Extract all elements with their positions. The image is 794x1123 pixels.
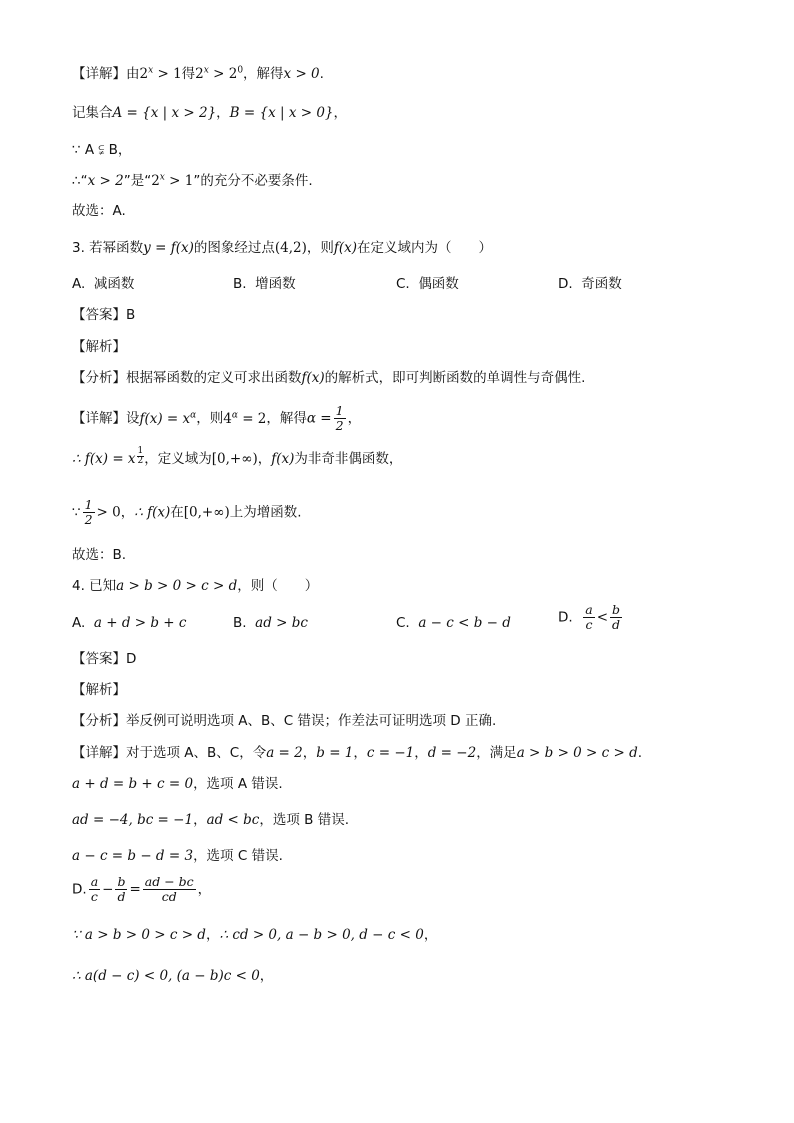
q3-answer: 【答案】B — [72, 307, 136, 323]
text: ， — [347, 410, 362, 427]
fenxi-tag: 【分析】 — [72, 713, 126, 729]
math-expr: (4,2) — [274, 240, 307, 256]
q4-answer: 【答案】D — [72, 651, 137, 667]
text: ， — [333, 105, 348, 121]
detail-tag: 【详解】 — [72, 745, 126, 761]
text: ， — [414, 745, 428, 761]
fraction: $\frac{b}{d}$ — [117, 874, 126, 904]
q4-option-a: A. a + d > b + c — [72, 615, 187, 631]
q4-option-c: C. a − c < b − d — [396, 615, 511, 631]
q3-option-b: B. 增函数 — [233, 276, 296, 292]
text: ”是“ — [123, 173, 152, 189]
q3-option-d: D. 奇函数 — [558, 276, 622, 292]
text: ， — [120, 504, 135, 521]
text: ， — [205, 927, 220, 943]
text: ， — [117, 142, 132, 158]
text: 根据幂函数的定义可求出函数 — [126, 370, 302, 386]
text: 对于选项 A、B、C，令 — [126, 745, 267, 761]
text: ，选项 B 错误. — [259, 812, 350, 828]
q3-analysis-tag: 【解析】 — [72, 339, 126, 355]
fraction: $\frac{a}{c}$ — [585, 602, 593, 632]
math-expr: ∴ f(x) = x — [72, 451, 136, 467]
q4-line-a — [72, 774, 283, 794]
math-expr: a − c = b − d = 3 — [72, 848, 194, 864]
text: ，解得 — [243, 66, 284, 82]
text: 在定义域内为（ ） — [357, 240, 493, 256]
math-expr: f(x) — [301, 370, 325, 386]
text: 记集合 — [72, 105, 113, 121]
text: 举反例可说明选项 A、B、C 错误；作差法可证明选项 D 正确. — [126, 713, 497, 729]
math-expr: ∵ — [72, 504, 81, 521]
math-expr: a > b > 0 > c > d — [116, 578, 238, 594]
text: ，则 — [196, 410, 224, 427]
q3-line2 — [72, 447, 402, 469]
fraction: $\frac{1}{2}$ — [335, 403, 344, 433]
q3-line3 — [72, 498, 302, 527]
text: 为非奇非偶函数， — [294, 451, 403, 467]
text: ， — [193, 812, 207, 828]
q2-detail-line — [72, 64, 324, 84]
text: ，则 — [306, 240, 334, 256]
q3-option-c: C. 偶函数 — [396, 276, 459, 292]
math-expr: A = {x | x > 2} — [112, 105, 217, 121]
math-expr: $2^x > 1$ — [151, 172, 194, 189]
q4-line-b — [72, 810, 349, 830]
text: ， — [302, 745, 317, 761]
text: ，选项 A 错误. — [193, 776, 283, 792]
q4-option-d: D. $\frac{a}{c}$ < $\frac{b}{d}$ — [558, 602, 621, 632]
q3-option-a: A. 减函数 — [72, 276, 135, 292]
math-expr: b = 1 — [316, 745, 354, 761]
detail-tag: 【详解】 — [72, 66, 126, 82]
q4-fenxi-line — [72, 711, 496, 731]
math-expr: $4^\alpha = 2$ — [223, 410, 267, 427]
math-expr: d = −2 — [427, 745, 477, 761]
text: ， — [257, 451, 272, 467]
text: ，选项 C 错误. — [193, 848, 283, 864]
text: 的图象经过点 — [193, 240, 275, 256]
text: 上为增函数. — [229, 504, 302, 521]
math-expr: [0,+∞) — [211, 451, 258, 467]
math-expr: a + d = b + c = 0 — [72, 776, 194, 792]
q3-fenxi-line — [72, 368, 585, 388]
math-expr: ∵ A ⫋ B — [72, 142, 118, 158]
math-expr: ∴ cd > 0, a − b > 0, d − c < 0 — [219, 927, 424, 943]
text: 3. 若幂函数 — [72, 240, 144, 256]
math-expr: ∴ f(x) — [134, 504, 171, 521]
math-expr: x > 2 — [87, 173, 124, 189]
math-expr: $f(x) = x^\alpha$ — [139, 410, 197, 427]
math-expr: c = −1 — [366, 745, 415, 761]
q4-line-f — [72, 966, 273, 986]
q4-line-c — [72, 846, 283, 866]
math-expr: ∴ a(d − c) < 0, (a − b)c < 0 — [72, 968, 260, 984]
q4-line-d — [72, 875, 211, 904]
fraction: $\frac{a}{c}$ — [90, 874, 99, 904]
text: 的解析式，即可判断函数的单调性与奇偶性. — [324, 370, 586, 386]
text: ，定义域为 — [144, 451, 212, 467]
detail-tag: 【详解】 — [72, 410, 126, 427]
text: ， — [216, 105, 230, 121]
text: ，则（ ） — [237, 578, 319, 594]
operator: = — [129, 881, 141, 898]
q4-analysis-tag: 【解析】 — [72, 682, 126, 698]
text: 由 — [126, 66, 140, 82]
text: ，满足 — [476, 745, 517, 761]
text: ”的充分不必要条件. — [193, 173, 313, 189]
text: 得 — [181, 66, 196, 82]
fraction: $\frac{1}{2}$ — [84, 497, 93, 527]
text: D. — [72, 881, 87, 898]
q3-stem — [72, 238, 492, 258]
text: 设 — [126, 410, 140, 427]
text: ， — [353, 745, 367, 761]
math-expr: ad = −4, bc = −1 — [72, 812, 194, 828]
text: . — [319, 66, 324, 82]
math-expr: f(x) — [333, 240, 358, 256]
q3-choice: 故选：B. — [72, 547, 127, 563]
exponent-fraction: $\frac{1}{2}$ — [137, 446, 144, 466]
math-expr: f(x) — [271, 451, 295, 467]
math-expr: > 0 — [96, 504, 121, 521]
q2-subset-line — [72, 140, 131, 160]
math-expr: $2^x > 1$ — [139, 65, 182, 82]
text: ， — [423, 927, 438, 943]
q4-xiangjie-line — [72, 743, 642, 763]
fenxi-tag: 【分析】 — [72, 370, 126, 386]
math-expr: x > 0 — [283, 66, 320, 82]
text: ， — [197, 881, 212, 898]
math-expr: y = f(x) — [143, 240, 194, 256]
math-expr: a = 2 — [266, 745, 303, 761]
math-expr: ad < bc — [206, 812, 260, 828]
text: ， — [259, 968, 274, 984]
math-expr: ∵ a > b > 0 > c > d — [72, 927, 206, 943]
q4-option-b: B. ad > bc — [233, 615, 308, 631]
text: . — [637, 745, 643, 761]
math-expr: $2^x > 2^0$ — [195, 65, 244, 82]
math-expr: B = {x | x > 0} — [229, 105, 334, 121]
fraction: $\frac{b}{d}$ — [612, 602, 621, 632]
math-expr: [0,+∞) — [183, 504, 230, 521]
q4-line-e — [72, 925, 437, 945]
math-expr: a > b > 0 > c > d — [516, 745, 638, 761]
q4-stem — [72, 576, 318, 596]
q2-sets-line — [72, 103, 347, 123]
q2-conclusion-line — [72, 171, 313, 191]
math-expr: α = — [306, 410, 332, 427]
text: 在 — [170, 504, 184, 521]
q3-xiangjie-line — [72, 404, 361, 433]
fraction: $\frac{ad - bc}{cd}$ — [144, 874, 194, 904]
q2-choice-line: 故选：A. — [72, 203, 126, 219]
text: 4. 已知 — [72, 578, 117, 594]
text: ，解得 — [266, 410, 307, 427]
text: ∴“ — [72, 173, 88, 189]
operator: − — [102, 881, 114, 898]
